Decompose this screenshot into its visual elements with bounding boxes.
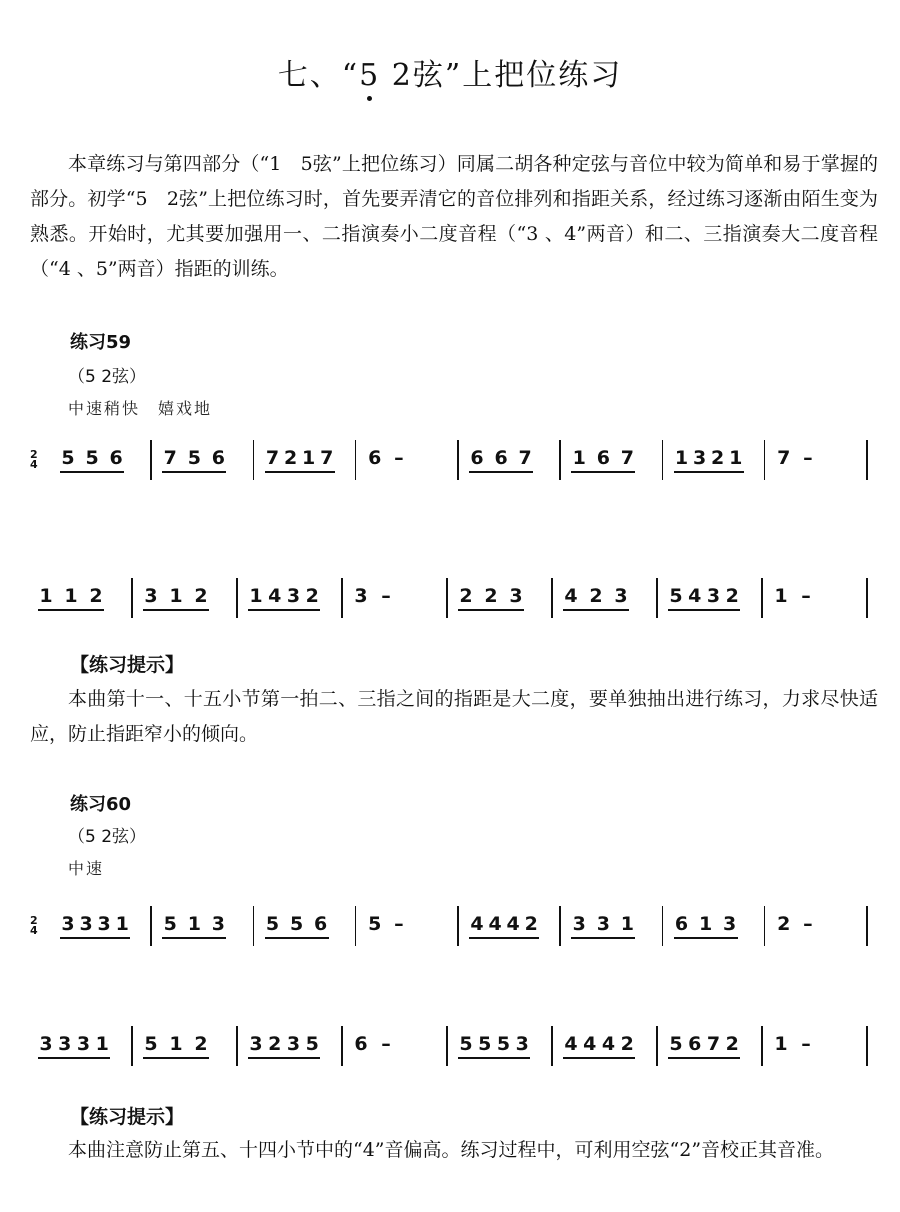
barline <box>341 1026 343 1066</box>
note: 7 <box>265 447 280 469</box>
barline <box>355 906 357 946</box>
tip-60-text: 本曲注意防止第五、十四小节中的“4”音偏高。练习过程中，可利用空弦“2”音校正其音准。 <box>68 1139 835 1161</box>
note: 3 <box>286 1033 301 1055</box>
exercise-59-heading: 练习59 <box>70 332 132 353</box>
note: 3 <box>572 913 586 935</box>
note: 6 <box>368 447 382 469</box>
beam-underline <box>162 471 226 473</box>
note: 2 <box>194 585 208 607</box>
beam-underline <box>469 937 539 939</box>
intro-paragraph: 本章练习与第四部分（“1 5弦”上把位练习）同属二胡各种定弦与音位中较为简单和易于掌握的部分。初学“5 2弦”上把位练习时，首先要弄清它的音位排列和指距关系，经过练习逐渐由陌生变为熟悉。开始时，尤其要加强用一、二指演奏小二度音程（“3 、4”两音）和二、三指演奏大二度音程（“4 、5”两音）指距的训练。 <box>30 153 878 280</box>
exercise-60-string: （5 2弦） <box>68 827 147 847</box>
beam-underline <box>162 937 226 939</box>
barline <box>551 578 553 618</box>
note: 3 <box>354 585 368 607</box>
barline <box>341 578 343 618</box>
note: 3 <box>211 913 226 935</box>
note: 2 <box>711 447 725 469</box>
beam-underline <box>668 609 740 611</box>
note: 3 <box>97 913 111 935</box>
note: 1 <box>674 447 689 469</box>
note: 3 <box>723 913 737 935</box>
barline <box>131 578 133 618</box>
note: 3 <box>58 1033 72 1055</box>
dash-note: – <box>803 447 813 469</box>
exercise-59-string: （5 2弦） <box>68 367 147 387</box>
dash-note: – <box>803 913 813 935</box>
barline <box>656 578 658 618</box>
note: 5 <box>61 447 75 469</box>
note: 3 <box>509 585 523 607</box>
barline <box>236 1026 238 1066</box>
note: 3 <box>76 1033 91 1055</box>
note: 3 <box>79 913 93 935</box>
note: 7 <box>320 447 334 469</box>
note: 6 <box>596 447 610 469</box>
note: 3 <box>614 585 628 607</box>
note: 5 <box>478 1033 492 1055</box>
barline <box>457 440 459 480</box>
note: 5 <box>144 1033 158 1055</box>
note: 1 <box>169 585 183 607</box>
exercise-59-tempo: 中速稍快 嬉戏地 <box>68 399 213 418</box>
exercise-60-tempo: 中速 <box>68 859 105 878</box>
barline <box>764 906 766 946</box>
note: 4 <box>564 1033 578 1055</box>
note: 2 <box>620 1033 634 1055</box>
note: 3 <box>61 913 75 935</box>
note: 1 <box>698 913 713 935</box>
note: 6 <box>354 1033 368 1055</box>
note: 3 <box>706 585 721 607</box>
barline <box>656 1026 658 1066</box>
note: 5 <box>368 913 382 935</box>
note: 1 <box>774 585 788 607</box>
note: 4 <box>564 585 578 607</box>
note: 7 <box>163 447 177 469</box>
note: 2 <box>484 585 498 607</box>
barline <box>131 1026 133 1066</box>
note: 6 <box>494 447 508 469</box>
note: 5 <box>289 913 304 935</box>
note: 4 <box>688 585 702 607</box>
note: 4 <box>488 913 502 935</box>
barline <box>457 906 459 946</box>
note: 1 <box>302 447 316 469</box>
note: 3 <box>249 1033 263 1055</box>
note: 7 <box>706 1033 721 1055</box>
page-title: 七、“5 2弦”上把位练习 <box>277 58 623 93</box>
barline <box>236 578 238 618</box>
beam-underline <box>563 1057 635 1059</box>
note: 1 <box>64 585 78 607</box>
note: 2 <box>89 585 103 607</box>
beam-underline <box>265 937 329 939</box>
note: 4 <box>506 913 520 935</box>
note: 5 <box>85 447 99 469</box>
exercise-59-staff-2 <box>30 560 880 635</box>
note: 7 <box>620 447 635 469</box>
note: 6 <box>688 1033 702 1055</box>
note: 2 <box>268 1033 282 1055</box>
beam-underline <box>571 937 635 939</box>
barline <box>150 906 152 946</box>
note: 1 <box>95 1033 109 1055</box>
note: 4 <box>268 585 282 607</box>
note: 5 <box>187 447 201 469</box>
beam-underline <box>248 609 320 611</box>
note: 2 <box>194 1033 208 1055</box>
beam-underline <box>563 609 629 611</box>
beam-underline <box>458 609 524 611</box>
note: 4 <box>470 913 484 935</box>
barline <box>764 440 766 480</box>
note: 1 <box>169 1033 183 1055</box>
beam-underline <box>143 609 209 611</box>
note: 3 <box>692 447 707 469</box>
barline <box>662 440 664 480</box>
beam-underline <box>458 1057 530 1059</box>
note: 3 <box>286 585 301 607</box>
beam-underline <box>38 1057 110 1059</box>
barline <box>866 578 868 618</box>
note: 1 <box>620 913 635 935</box>
dash-note: – <box>801 1033 811 1055</box>
note: 2 <box>725 585 739 607</box>
tip-59-heading: 【练习提示】 <box>70 654 185 676</box>
note: 2 <box>305 585 319 607</box>
note: 6 <box>314 913 328 935</box>
beam-underline <box>265 471 335 473</box>
beam-underline <box>38 609 104 611</box>
note: 2 <box>777 913 791 935</box>
beam-underline <box>60 937 130 939</box>
barline <box>866 1026 868 1066</box>
note: 2 <box>589 585 603 607</box>
note: 3 <box>39 1033 53 1055</box>
note: 4 <box>583 1033 597 1055</box>
dash-note: – <box>394 913 404 935</box>
note: 4 <box>601 1033 616 1055</box>
note: 7 <box>777 447 791 469</box>
time-signature: 2 4 <box>30 448 38 471</box>
note: 5 <box>669 585 683 607</box>
barline <box>662 906 664 946</box>
note: 5 <box>265 913 280 935</box>
note: 6 <box>470 447 484 469</box>
note: 3 <box>515 1033 529 1055</box>
beam-underline <box>143 1057 209 1059</box>
note: 1 <box>39 585 53 607</box>
dash-note: – <box>394 447 404 469</box>
note: 1 <box>115 913 129 935</box>
barline <box>253 906 255 946</box>
barline <box>551 1026 553 1066</box>
barline <box>559 906 561 946</box>
tip-60-heading: 【练习提示】 <box>70 1106 185 1128</box>
note: 5 <box>163 913 177 935</box>
note: 2 <box>459 585 473 607</box>
note: 6 <box>674 913 689 935</box>
note: 6 <box>211 447 226 469</box>
exercise-60-staff-1 <box>30 888 880 963</box>
beam-underline <box>674 471 744 473</box>
note: 1 <box>249 585 263 607</box>
note: 2 <box>283 447 298 469</box>
beam-underline <box>60 471 124 473</box>
note: 5 <box>496 1033 511 1055</box>
barline <box>866 440 868 480</box>
note: 3 <box>144 585 158 607</box>
note: 6 <box>109 447 123 469</box>
note: 5 <box>669 1033 683 1055</box>
exercise-59-staff-1 <box>30 422 880 497</box>
note: 1 <box>729 447 743 469</box>
note: 1 <box>774 1033 788 1055</box>
dash-note: – <box>801 585 811 607</box>
dash-note: – <box>381 585 391 607</box>
barline <box>761 578 763 618</box>
barline <box>446 1026 448 1066</box>
dash-note: – <box>381 1033 391 1055</box>
barline <box>559 440 561 480</box>
barline <box>253 440 255 480</box>
note: 7 <box>518 447 532 469</box>
exercise-60-heading: 练习60 <box>70 794 132 815</box>
barline <box>150 440 152 480</box>
title-dotted-five: 5 <box>359 58 381 93</box>
barline <box>446 578 448 618</box>
note: 5 <box>305 1033 319 1055</box>
beam-underline <box>668 1057 740 1059</box>
barline <box>761 1026 763 1066</box>
note: 2 <box>524 913 538 935</box>
note: 1 <box>187 913 201 935</box>
note: 3 <box>596 913 610 935</box>
beam-underline <box>469 471 533 473</box>
note: 5 <box>459 1033 473 1055</box>
tip-59-text: 本曲第十一、十五小节第一拍二、三指之间的指距是大二度，要单独抽出进行练习，力求尽快适应，防止指距窄小的倾向。 <box>30 688 878 745</box>
note: 1 <box>572 447 586 469</box>
time-signature: 2 4 <box>30 914 38 937</box>
note: 2 <box>725 1033 739 1055</box>
barline <box>866 906 868 946</box>
beam-underline <box>248 1057 320 1059</box>
exercise-60-staff-2 <box>30 1008 880 1083</box>
beam-underline <box>571 471 635 473</box>
beam-underline <box>674 937 738 939</box>
barline <box>355 440 357 480</box>
